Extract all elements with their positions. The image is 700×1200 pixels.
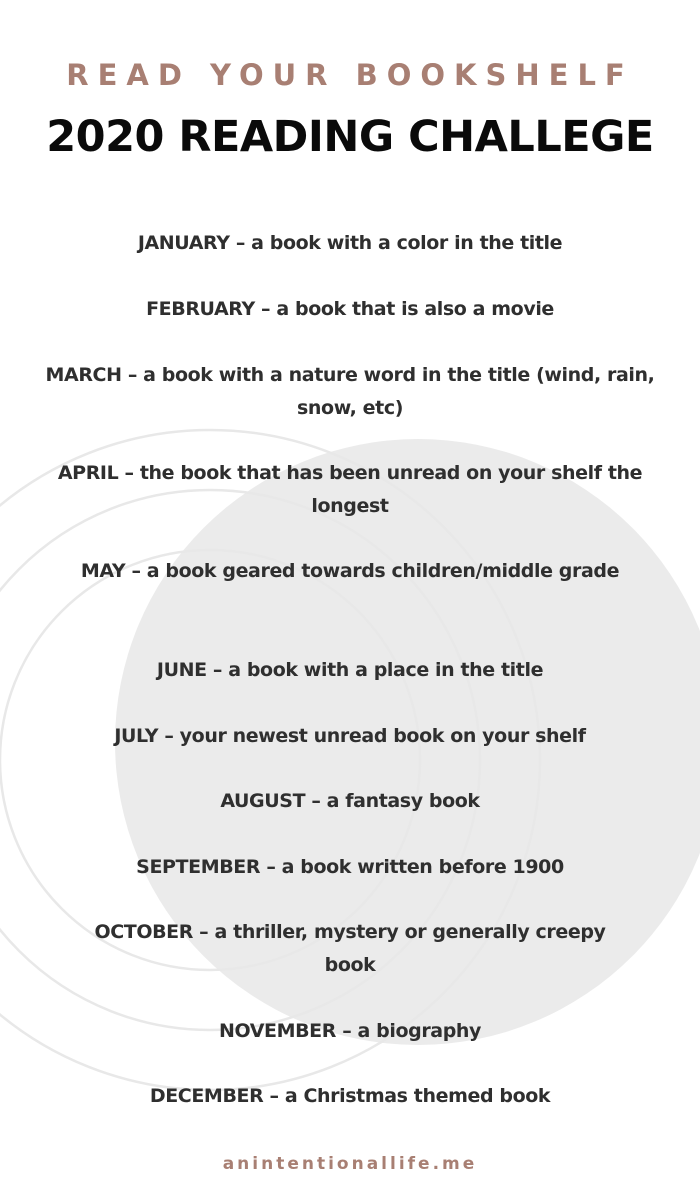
month-item-july: JULY – your newest unread book on your shelf xyxy=(114,725,586,747)
month-item-january: JANUARY – a book with a color in the title xyxy=(137,232,563,254)
page-title: 2020 READING CHALLEGE xyxy=(46,112,654,162)
header-kicker: READ YOUR BOOKSHELF xyxy=(66,58,634,92)
month-item-march: MARCH – a book with a nature word in the title (wind, rain, snow, etc) xyxy=(45,364,655,419)
month-item-june: JUNE – a book with a place in the title xyxy=(156,659,544,681)
month-item-may: MAY – a book geared towards children/middle grade xyxy=(80,560,620,582)
month-item-february: FEBRUARY – a book that is also a movie xyxy=(146,298,554,320)
footer-site-link[interactable]: anintentionallife.me xyxy=(222,1154,478,1174)
month-item-october: OCTOBER – a thriller, mystery or generally creepy book xyxy=(94,921,606,976)
month-item-april: APRIL – the book that has been unread on your shelf the longest xyxy=(57,462,643,517)
month-item-august: AUGUST – a fantasy book xyxy=(220,790,480,812)
month-item-september: SEPTEMBER – a book written before 1900 xyxy=(136,856,564,878)
month-item-december: DECEMBER – a Christmas themed book xyxy=(149,1085,551,1107)
month-item-november: NOVEMBER – a biography xyxy=(218,1020,482,1042)
